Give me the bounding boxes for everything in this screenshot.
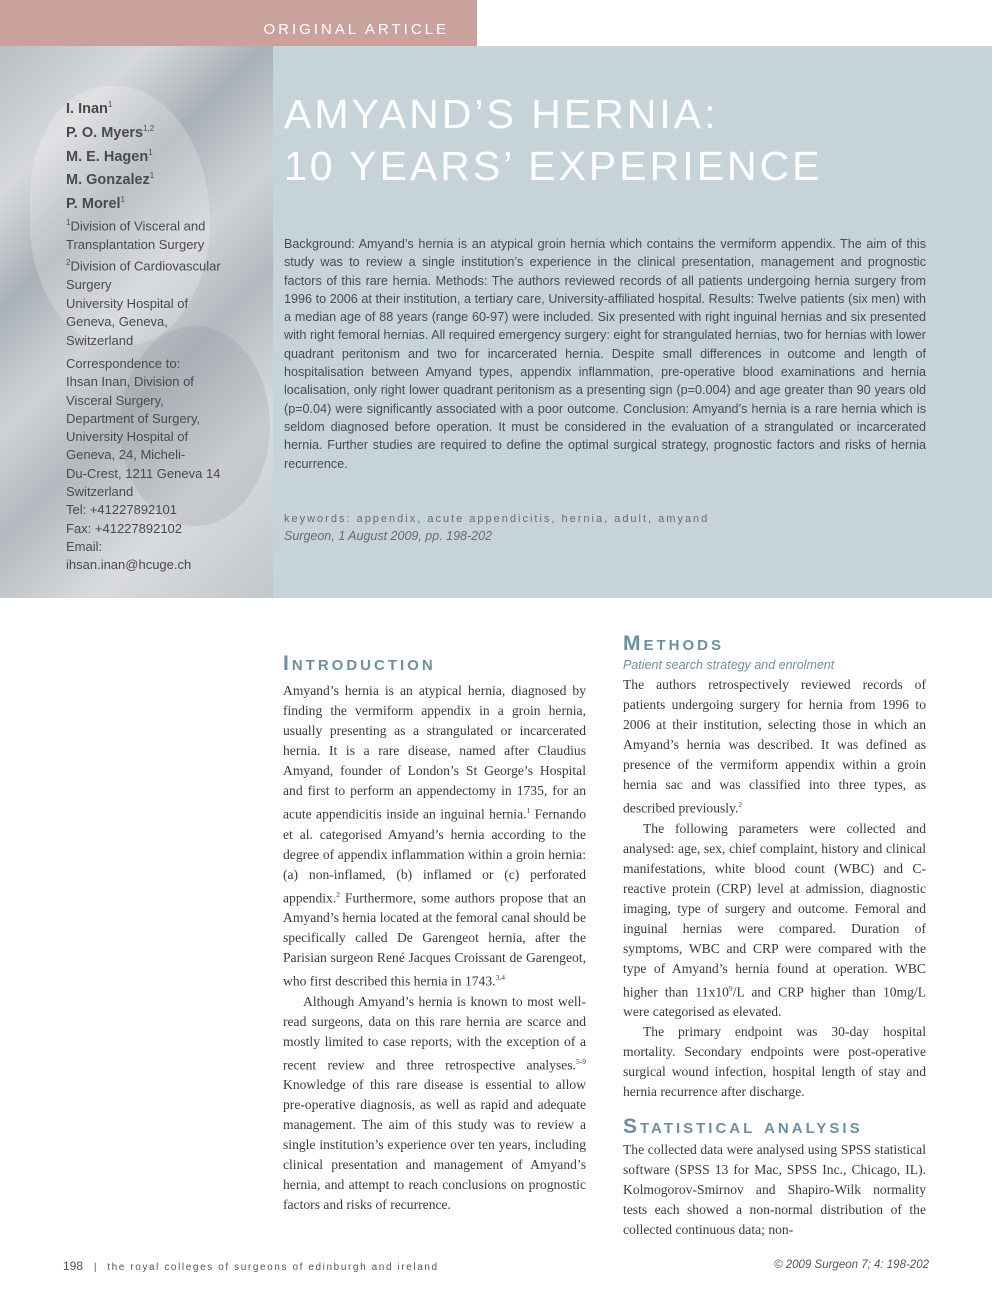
correspondence-line: Email: — [66, 538, 103, 554]
correspondence-line: Department of Surgery, — [66, 410, 201, 426]
copyright: © 2009 Surgeon 7; 4: 198-202 — [774, 1259, 929, 1271]
citation: Surgeon, 1 August 2009, pp. 198-202 — [284, 529, 493, 543]
title-line: AMYAND’S HERNIA: — [284, 91, 719, 137]
correspondence-line: Correspondence to: — [66, 356, 181, 371]
correspondence-line: University Hospital of — [66, 429, 189, 445]
methods-heading: Methods — [623, 632, 724, 655]
affiliation: $^1$Division of Visceral and — [66, 218, 206, 234]
paragraph: The authors retrospectively reviewed records of patients undergoing surgery for hernia from 1996 to 2006 at their institution, selecting those in which an Amyand’s hernia was described. It was defined as presence of the vermiform appendix within a groin hernia sac and was classified into three types, as described previously.$^2$ — [623, 677, 926, 816]
correspondence-line: Fax: +41227892102 — [66, 520, 183, 536]
correspondence-email[interactable]: ihsan.inan@hcuge.ch — [66, 557, 192, 573]
article-title — [284, 88, 974, 192]
correspondence — [66, 355, 271, 575]
author: M. E. Hagen$^1$ — [66, 147, 153, 165]
affiliation: University Hospital of — [66, 295, 189, 311]
methods-subheading: Patient search strategy and enrolment — [623, 658, 835, 672]
introduction-heading: Introduction — [283, 652, 436, 675]
title-line: 10 YEARS’ EXPERIENCE — [284, 143, 823, 189]
correspondence-line: Geneva, 24, Micheli- — [66, 447, 186, 463]
paragraph: The following parameters were collected and analysed: age, sex, chief complaint, history and clinical manifestations, white blood count (WBC) and C-reactive protein (CRP) level at admission, diagnostic imaging, type of surgery and outcome. Femoral and inguinal hernias were compared. Duration of symptoms, WBC and CRP were compared with the type of Amyand’s hernia found at operation. WBC higher than $11x10^9/L$ and CRP higher than 10mg/L were categorised as elevated. — [623, 820, 926, 1020]
affiliation: $^2$Division of Cardiovascular — [66, 258, 221, 274]
abstract-text: Background: Amyand’s hernia is an atypical groin hernia which contains the vermiform appendix. The aim of this study was to review a single institution’s experience in the clinical presentation, management and prognostic factors of this rare hernia. Methods: The authors reviewed records of all patients undergoing hernia surgery from 1996 to 2006 at their institution, a tertiary care, University-affiliated hospital. Results: Twelve patients (six men) with a median age of 88 years (range 60-97) were included. Six presented with right inguinal hernias and six presented with right femoral hernias. All required emergency surgery: eight for strangulated hernias, two for hernias with lower quadrant peritonism and two for incarcerated hernia. Despite small differences in outcome and length of hospitalisation between Amyand types, appendix inflammation, pre-operative blood examinations and hernia localisation, only right lower quadrant peritonism as a presenting sign (p=0.004) and age greater than 90 years old (p=0.04) were significantly associated with a poor outcome. Conclusion: Amyand’s hernia is a rare hernia which is seldom diagnosed before operation. It must be considered in the evaluation of a strangulated or incarcerated hernia. Further studies are required to define the optimal surgical strategy, prognostic factors and risks of hernia recurrence. — [284, 237, 926, 471]
correspondence-line: Ihsan Inan, Division of — [66, 374, 194, 390]
affiliation: Surgery — [66, 277, 112, 293]
right-column — [623, 631, 926, 1240]
correspondence-line: Du-Crest, 1211 Geneva 14 — [66, 465, 221, 481]
paragraph: Amyand’s hernia is an atypical hernia, diagnosed by finding the vermiform appendix in a groin hernia, usually presenting as a strangulated or incarcerated hernia. It is a rare disease, named after Claudius Amyand, founder of London’s St George’s Hospital and first to perform an appendectomy in 1735, for an acute appendicitis inside an inguinal hernia.$^1$ Fernando et al. categorised Amyand’s hernia according to the degree of appendix inflammation within a groin hernia: (a) non-inflamed, (b) inflamed or (c) perforated appendix.$^2$ Furthermore, some authors propose that an Amyand’s hernia located at the femoral canal should be specifically called De Garengeot hernia, after the Parisian surgeon René Jacques Croissant de Garengeot, who first described this hernia in 1743.$^{3,4}$ — [283, 683, 586, 989]
page-footer — [63, 1259, 929, 1277]
footer-separator: | — [93, 1262, 97, 1273]
journal-name: the royal colleges of surgeons of edinburgh and ireland — [107, 1262, 439, 1273]
correspondence-line: Switzerland — [66, 484, 134, 500]
affiliation: Transplantation Surgery — [66, 236, 205, 252]
correspondence-line: Tel: +41227892101 — [66, 502, 177, 518]
paragraph: Although Amyand’s hernia is known to most well-read surgeons, data on this rare hernia are scarce and mostly limited to case reports, with the exception of a recent review and three retrospective analyses.$^{5-9}$ Knowledge of this rare disease is essential to allow pre-operative diagnosis, as well as rapid and adequate management. The aim of this study was to review a single institution’s experience over ten years, including clinical presentation and management of Amyand’s hernia, and attempt to reach conclusions on prognostic factors and risks of recurrence. — [283, 993, 586, 1213]
author: P. Morel$^1$ — [66, 195, 125, 213]
statistics-heading: Statistical analysis — [623, 1115, 863, 1139]
author: M. Gonzalez$^1$ — [66, 171, 155, 189]
paragraph: The collected data were analysed using SPSS statistical software (SPSS 13 for Mac, SPSS Inc., Chicago, IL). Kolmogorov-Smirnov and Shapiro-Wilk normality tests each showed a non-normal distribution of the collected continuous data; non- — [623, 1142, 926, 1238]
author: I. Inan$^1$ — [66, 100, 113, 117]
author: P. O. Myers$^{1,2}$ — [66, 123, 155, 141]
left-column — [283, 651, 586, 1215]
section-banner — [0, 0, 477, 46]
paragraph: The primary endpoint was 30-day hospital mortality. Secondary endpoints were post-operative surgical wound infection, hospital length of stay and hernia recurrence after discharge. — [623, 1024, 926, 1100]
section-label: ORIGINAL ARTICLE — [263, 21, 449, 38]
page-number: 198 — [63, 1259, 84, 1273]
author-block — [66, 95, 266, 350]
affiliation: Geneva, Geneva, — [66, 314, 168, 330]
affiliation: Switzerland — [66, 332, 134, 348]
keywords: keywords: appendix, acute appendicitis, hernia, adult, amyand — [284, 513, 710, 525]
correspondence-line: Visceral Surgery, — [66, 392, 164, 408]
